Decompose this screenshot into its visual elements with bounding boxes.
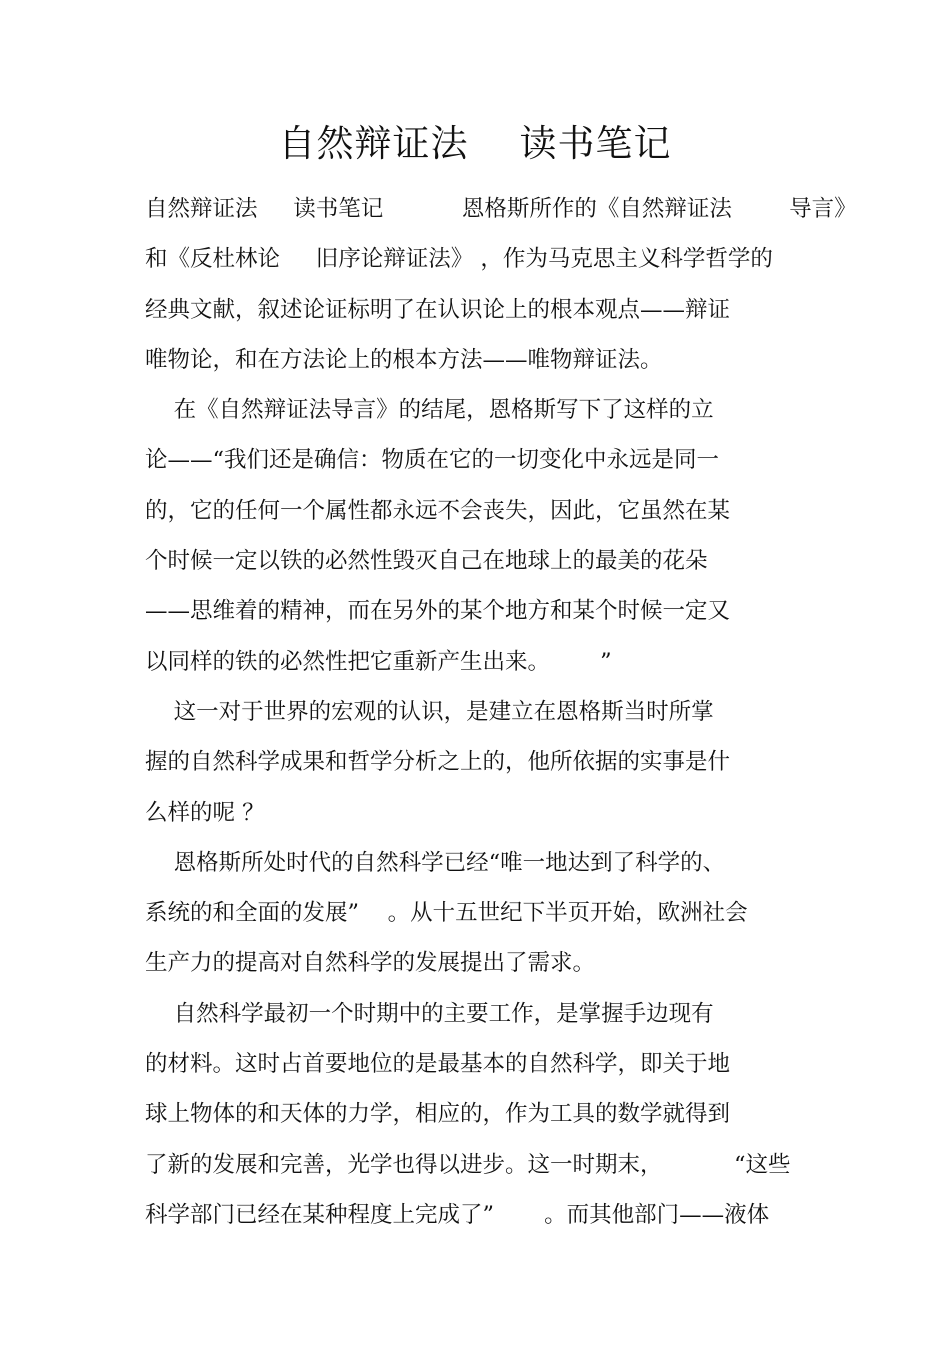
text-line: ——思维着的精神，而在另外的某个地方和某个时候一定又 bbox=[145, 598, 731, 625]
text-line: 自然辩证法 读书笔记 恩格斯所作的《自然辩证法 导言》 bbox=[145, 196, 857, 222]
text-line: 么样的呢 ？ bbox=[145, 799, 265, 826]
text-line: 恩格斯所处时代的自然科学已经“唯一地达到了科学的、 bbox=[145, 849, 726, 876]
text-line: 以同样的铁的必然性把它重新产生出来。 ” bbox=[145, 648, 612, 675]
text-line: 生产力的提高对自然科学的发展提出了需求。 bbox=[145, 950, 596, 977]
text-line: 个时候一定以铁的必然性毁灭自己在地球上的最美的花朵 bbox=[145, 548, 708, 575]
text-line: 在《自然辩证法导言》的结尾，恩格斯写下了这样的立 bbox=[145, 397, 714, 424]
document-title: 自然辩证法 读书笔记 bbox=[278, 122, 672, 165]
text-line: 的材料。这时占首要地位的是最基本的自然科学，即关于地 bbox=[145, 1051, 731, 1078]
text-line: 了新的发展和完善，光学也得以进步。这一时期末， “这些 bbox=[145, 1151, 791, 1178]
text-line: 自然科学最初一个时期中的主要工作，是掌握手边现有 bbox=[145, 1000, 714, 1027]
text-line: 系统的和全面的发展” 。从十五世纪下半页开始，欧洲社会 bbox=[145, 900, 748, 927]
text-line: 唯物论，和在方法论上的根本方法——唯物辩证法。 bbox=[145, 346, 663, 373]
text-line: 论——“我们还是确信：物质在它的一切变化中永远是同一 bbox=[145, 447, 720, 474]
text-line: 经典文献，叙述论证标明了在认识论上的根本观点——辩证 bbox=[145, 296, 731, 323]
text-line: 握的自然科学成果和哲学分析之上的，他所依据的实事是什 bbox=[145, 749, 731, 776]
text-line: 和《反杜林论 旧序论辩证法》 ，作为马克思主义科学哲学的 bbox=[145, 246, 773, 273]
text-line: 这一对于世界的宏观的认识，是建立在恩格斯当时所掌 bbox=[145, 698, 714, 725]
text-line: 球上物体的和天体的力学，相应的，作为工具的数学就得到 bbox=[145, 1101, 731, 1128]
text-line: 的，它的任何一个属性都永远不会丧失，因此，它虽然在某 bbox=[145, 497, 731, 524]
document-body bbox=[145, 184, 857, 1240]
text-line: 科学部门已经在某种程度上完成了” 。而其他部门——液体 bbox=[145, 1201, 770, 1228]
